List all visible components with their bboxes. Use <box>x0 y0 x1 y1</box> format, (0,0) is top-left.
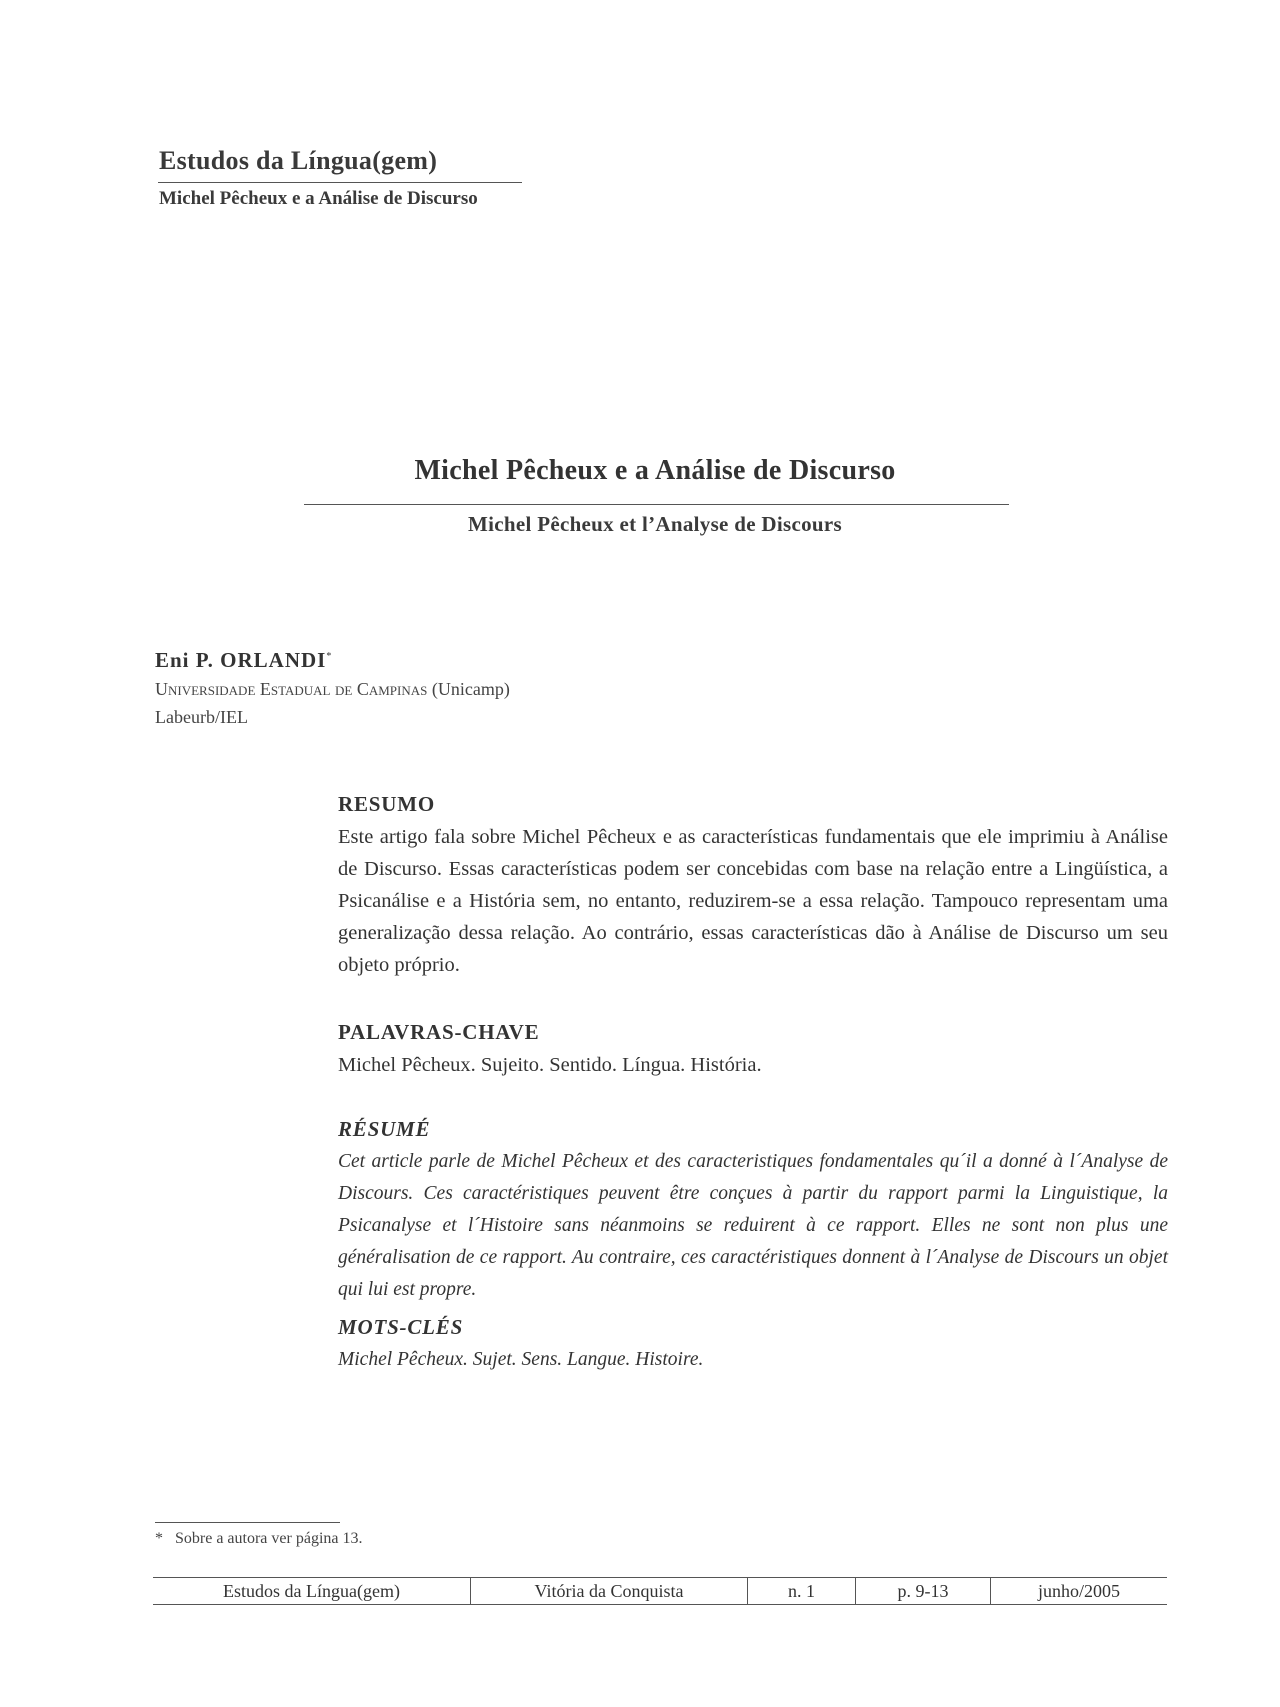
footer-date: junho/2005 <box>991 1578 1168 1605</box>
author-name <box>155 648 332 673</box>
resume-heading: RÉSUMÉ <box>338 1117 431 1141</box>
mots-cles-section <box>338 1315 1168 1376</box>
affiliation-abbrev: (Unicamp) <box>431 679 510 699</box>
footer-journal: Estudos da Língua(gem) <box>153 1578 471 1605</box>
author-lab: Labeurb/IEL <box>155 707 248 727</box>
palavras-chave-heading: PALAVRAS-CHAVE <box>338 1020 540 1044</box>
footer-row <box>153 1578 1167 1605</box>
footer-city: Vitória da Conquista <box>471 1578 748 1605</box>
resume-text: Cet article parle de Michel Pêcheux et des caracteristiques fondamentales qu´il a donné à l´Analyse de Discours. Ces caractéristiques peuvent être conçues à partir du rapport parmi la Linguistique, la Psicanalyse et l´Histoire sans néanmoins se reduirent à ce rapport. Elles ne sont non plus une généralisation de ce rapport. Au contraire, ces caractéristiques donnent à l´Analyse de Discours un objet qui lui est propre. <box>338 1151 1168 1300</box>
footer-pages: p. 9-13 <box>856 1578 991 1605</box>
journal-title: Estudos da Língua(gem) <box>159 146 438 175</box>
resume-section <box>338 1117 1168 1306</box>
resumo-section <box>338 792 1168 981</box>
author-affiliation <box>155 679 510 700</box>
palavras-chave-text: Michel Pêcheux. Sujeito. Sentido. Língua. História. <box>338 1054 762 1076</box>
footer-citation-table <box>153 1577 1167 1605</box>
affiliation-name: Universidade Estadual de Campinas <box>155 679 428 699</box>
footer-issue: n. 1 <box>748 1578 856 1605</box>
article-title: Michel Pêcheux e a Análise de Discurso <box>414 455 896 486</box>
author-footnote-mark: * <box>326 651 333 662</box>
footnote-rule <box>155 1522 340 1523</box>
mots-cles-text: Michel Pêcheux. Sujet. Sens. Langue. Histoire. <box>338 1349 704 1370</box>
palavras-chave-section <box>338 1020 1168 1081</box>
resumo-text: Este artigo fala sobre Michel Pêcheux e as características fundamentais que ele imprimiu à Análise de Discurso. Essas características podem ser concebidas com base na relação entre a Lingüística, a Psicanálise e a História sem, no entanto, reduzirem-se a essa relação. Tampouco representam uma generalização dessa relação. Ao contrário, essas características dão à Análise de Discurso um seu objeto próprio. <box>338 826 1168 976</box>
article-subtitle: Michel Pêcheux et l’Analyse de Discours <box>468 512 842 536</box>
footnote: * Sobre a autora ver página 13. <box>155 1530 363 1547</box>
mots-cles-heading: MOTS-CLÉS <box>338 1315 464 1339</box>
resumo-heading: RESUMO <box>338 792 435 816</box>
title-rule <box>304 504 1009 505</box>
journal-title-rule <box>158 182 522 183</box>
author-name-text: Eni P. ORLANDI <box>155 648 327 672</box>
running-header-subtitle: Michel Pêcheux e a Análise de Discurso <box>159 188 478 209</box>
